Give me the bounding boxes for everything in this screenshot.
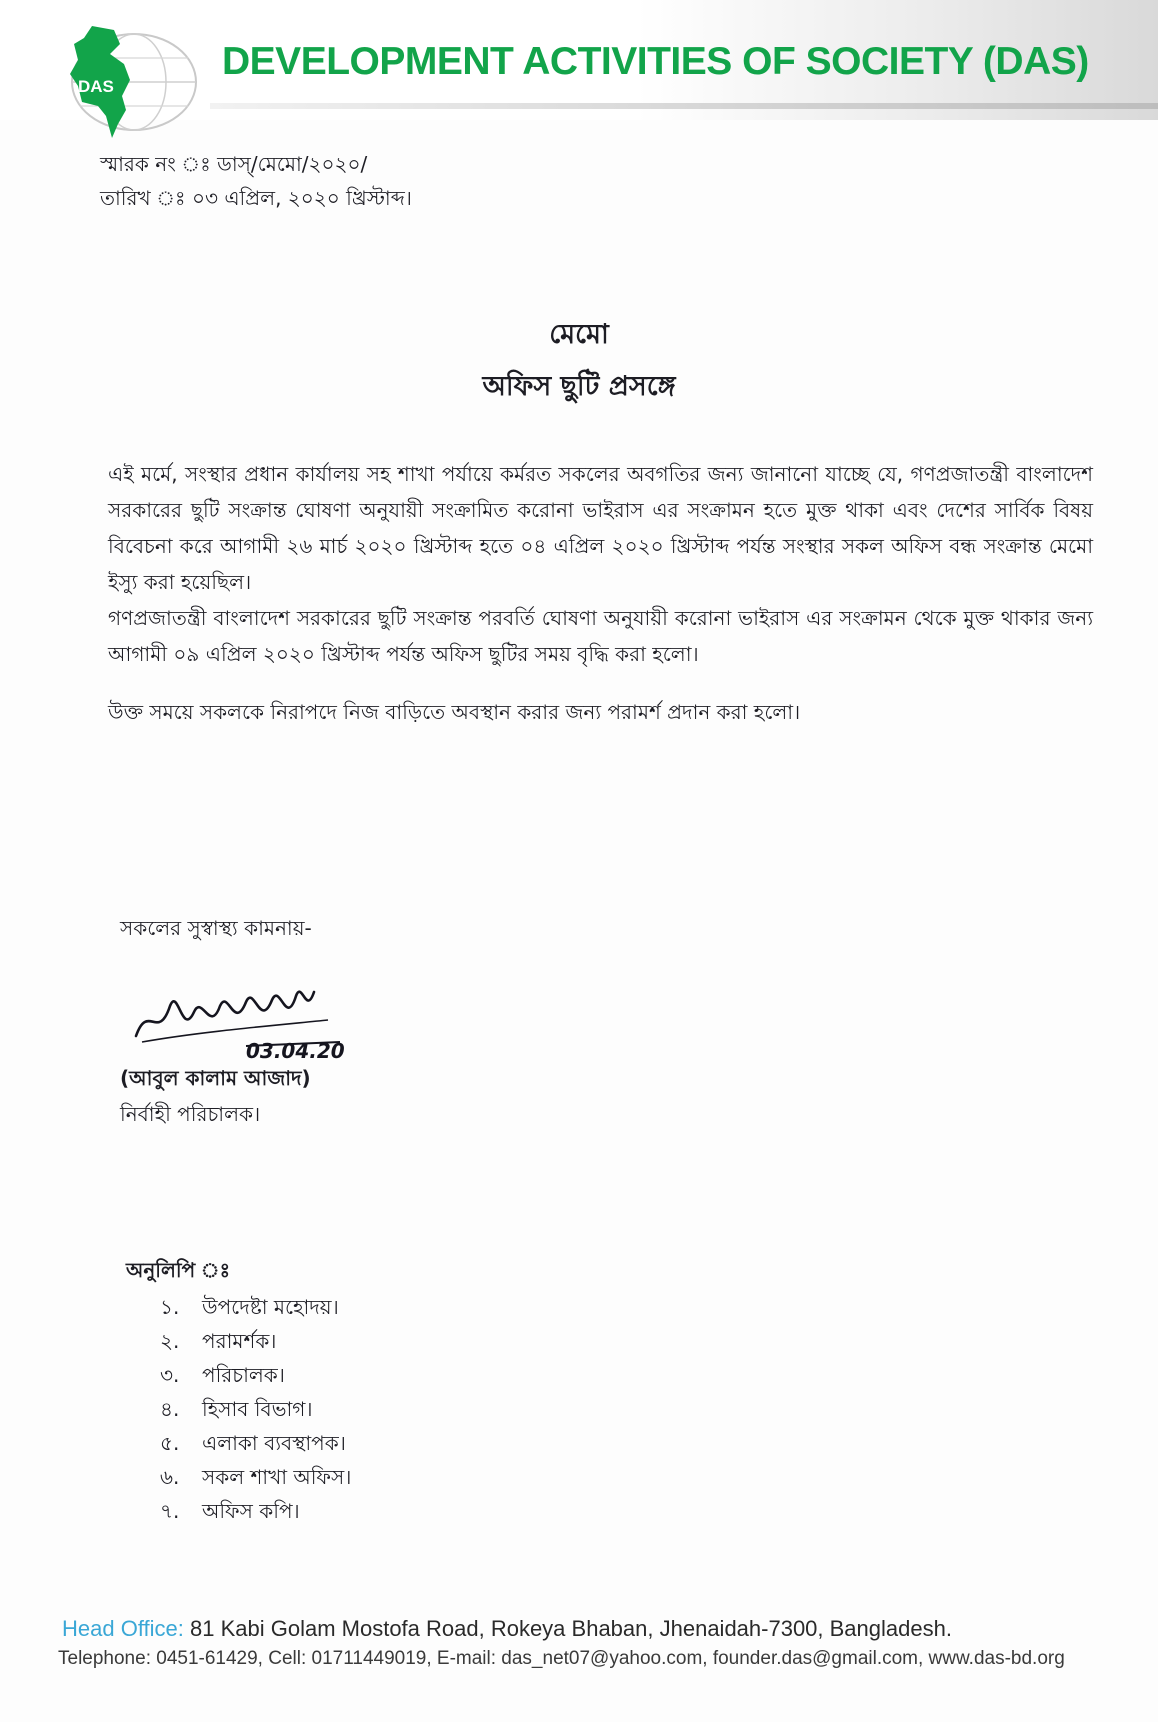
list-item [160,1290,351,1324]
footer-contact: Telephone: 0451-61429, Cell: 01711449019, E-mail: das_net07@yahoo.com, founder.das@gmail.com, www.das-bd.org [58,1648,1065,1669]
list-item [160,1460,351,1494]
memo-date: তারিখ ঃ ০৩ এপ্রিল, ২০২০ খ্রিস্টাব্দ। [100,186,412,210]
list-item [160,1494,351,1528]
handwritten-signature [128,972,388,1072]
list-item-number: ৪. [160,1397,180,1421]
signer-name: (আবুল কালাম আজাদ) [120,1066,311,1090]
memo-body [108,456,1093,672]
list-item-text: অফিস কপি। [202,1499,300,1523]
list-item-text: উপদেষ্টা মহোদয়। [202,1295,339,1319]
list-item [160,1392,351,1426]
list-item-text: পরামর্শক। [202,1329,277,1353]
list-item-number: ৩. [160,1363,180,1387]
head-office-address: 81 Kabi Golam Mostofa Road, Rokeya Bhaban, Jhenaidah-7300, Bangladesh. [183,1616,952,1641]
copies-heading: অনুলিপি ঃ [126,1258,231,1282]
organization-name: DEVELOPMENT ACTIVITIES OF SOCIETY (DAS) [222,40,1089,83]
list-item-number: ২. [160,1329,180,1353]
list-item [160,1358,351,1392]
memo-reference-number: স্মারক নং ঃ ডাস্/মেমো/২০২০/ [100,152,368,176]
footer-address [62,1616,952,1642]
list-item-text: পরিচালক। [202,1363,285,1387]
list-item [160,1426,351,1460]
signature-date: 03.04.20 [246,1039,345,1063]
list-item-text: হিসাব বিভাগ। [202,1397,313,1421]
body-paragraph-3: উক্ত সময়ে সকলকে নিরাপদে নিজ বাড়িতে অবস্থান করার জন্য পরামর্শ প্রদান করা হলো। [108,700,801,724]
closing-line: সকলের সুস্বাস্থ্য কামনায়- [120,916,312,940]
list-item-number: ৫. [160,1431,180,1455]
logo-text: DAS [78,77,114,96]
head-office-label: Head Office: [62,1616,184,1641]
list-item-number: ৭. [160,1499,180,1523]
body-paragraph-2: গণপ্রজাতন্ত্রী বাংলাদেশ সরকারের ছুটি সংক্রান্ত পরবর্তি ঘোষণা অনুযায়ী করোনা ভাইরাস এর সংক্রামন থেকে মুক্ত থাকার জন্য আগামী ০৯ এপ্রিল ২০২০ খ্রিস্টাব্দ পর্যন্ত অফিস ছুটির সময় বৃদ্ধি করা হলো। [108,606,1093,666]
list-item-text: সকল শাখা অফিস। [202,1465,352,1489]
body-paragraph-1: এই মর্মে, সংস্থার প্রধান কার্যালয় সহ শাখা পর্যায়ে কর্মরত সকলের অবগতির জন্য জানানো যাচ্ছে যে, গণপ্রজাতন্ত্রী বাংলাদেশ সরকারের ছুটি সংক্রান্ত ঘোষণা অনুযায়ী সংক্রামিত করোনা ভাইরাস এর সংক্রামন হতে মুক্ত থাকা এবং দেশের সার্বিক বিষয় বিবেচনা করে আগামী ২৬ মার্চ ২০২০ খ্রিস্টাব্দ হতে ০৪ এপ্রিল ২০২০ খ্রিস্টাব্দ পর্যন্ত সংস্থার সকল অফিস বন্ধ সংক্রান্ত মেমো ইস্যু করা হয়েছিল। [108,462,1093,594]
list-item [160,1324,351,1358]
memo-subject: অফিস ছুটি প্রসঙ্গে [482,371,676,402]
das-logo-icon [52,20,202,150]
letterhead-rule [210,103,1158,109]
signer-title: নির্বাহী পরিচালক। [120,1102,261,1126]
copies-list [160,1290,351,1528]
list-item-number: ১. [160,1295,180,1319]
list-item-text: এলাকা ব্যবস্থাপক। [202,1431,346,1455]
memo-heading: মেমো [549,319,609,350]
list-item-number: ৬. [160,1465,180,1489]
